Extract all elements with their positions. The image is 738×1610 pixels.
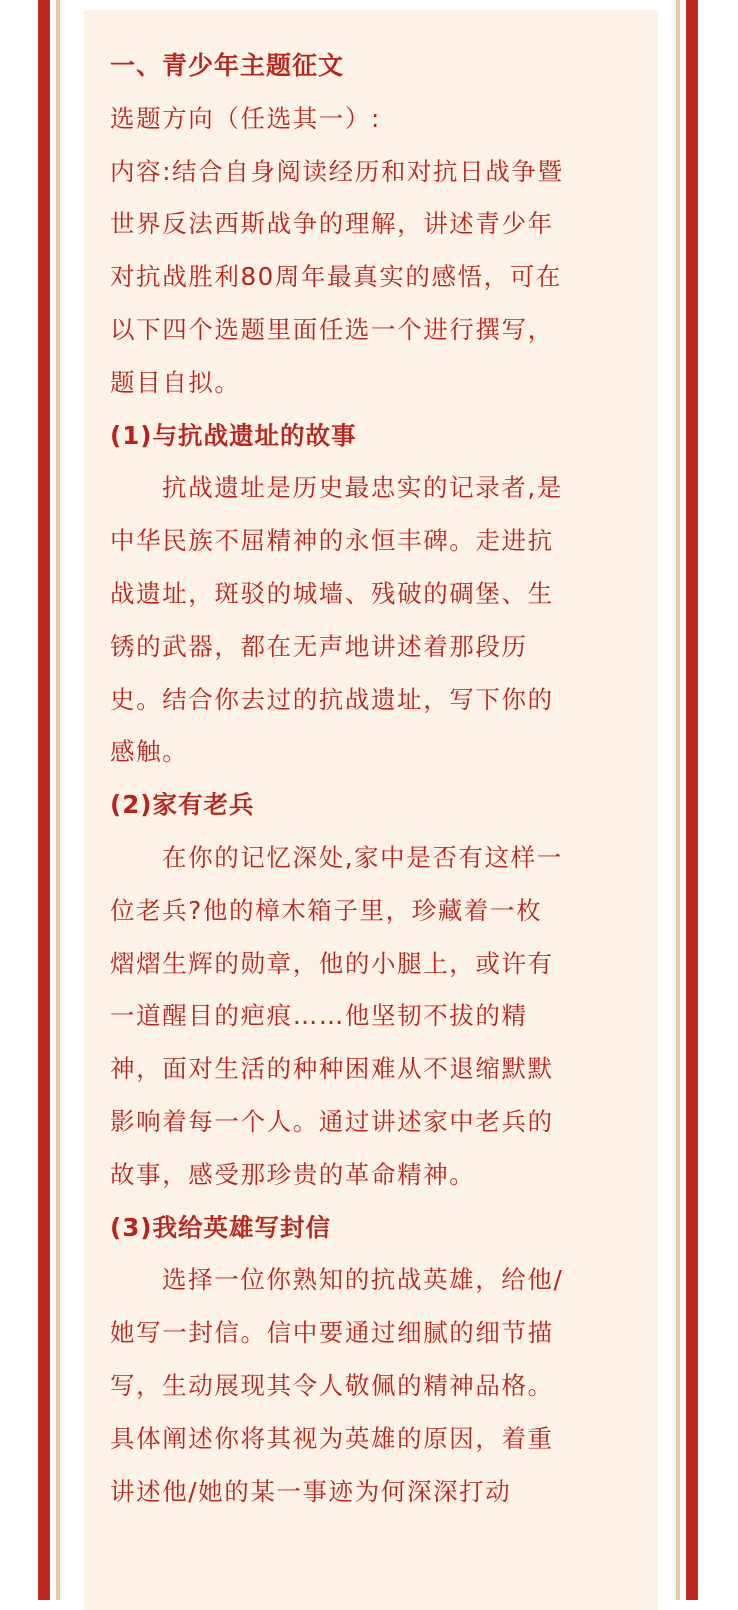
topic-line: 她写一封信。信中要通过细腻的细节描 [110,1318,554,1348]
topic-direction: 选题方向（任选其一）: [110,103,381,133]
topic-title: (1)与抗战遗址的故事 [110,420,357,450]
topic-title: (3)我给英雄写封信 [110,1212,331,1242]
right-red-border [686,0,698,1600]
topic-line: 史。结合你去过的抗战遗址，写下你的 [110,684,554,714]
intro-line: 世界反法西斯战争的理解，讲述青少年 [110,209,554,239]
intro-line: 内容:结合自身阅读经历和对抗日战争暨 [110,156,564,186]
topic-line: 选择一位你熟知的抗战英雄，给他/ [162,1265,564,1295]
left-red-border [38,0,50,1600]
topic-line: 写，生动展现其令人敬佩的精神品格。 [110,1370,554,1400]
topic-3 [110,1202,630,1519]
topic-line: 神，面对生活的种种困难从不退缩默默 [110,1054,554,1084]
topic-line: 讲述他/她的某一事迹为何深深打动 [110,1476,512,1506]
topic-line: 影响着每一个人。通过讲述家中老兵的 [110,1106,554,1136]
right-gold-line [676,0,680,1600]
topic-2 [110,779,630,1201]
topic-line: 位老兵?他的樟木箱子里，珍藏着一枚 [110,895,543,925]
topic-line: 故事，感受那珍贵的革命精神。 [110,1159,476,1189]
intro-line: 对抗战胜利80周年最真实的感悟，可在 [110,262,562,292]
left-gold-line [56,0,60,1600]
topic-line: 在你的记忆深处,家中是否有这样一 [162,842,563,872]
topic-line: 锈的武器，都在无声地讲述着那段历 [110,631,528,661]
topic-line: 一道醒目的疤痕……他坚韧不拔的精 [110,1001,528,1031]
topic-line: 具体阐述你将其视为英雄的原因，着重 [110,1423,554,1453]
topic-line: 抗战遗址是历史最忠实的记录者,是 [162,473,563,503]
topic-line: 战遗址，斑驳的城墙、残破的碉堡、生 [110,578,554,608]
topic-1 [110,410,630,780]
section-title: 一、青少年主题征文 [110,51,345,80]
topic-line: 中华民族不屈精神的永恒丰碑。走进抗 [110,526,554,556]
topic-line: 感触。 [110,737,189,767]
article-content [110,40,630,1518]
intro-line: 题目自拟。 [110,367,241,397]
intro-line: 以下四个选题里面任选一个进行撰写， [110,314,554,344]
topic-line: 熠熠生辉的勋章，他的小腿上，或许有 [110,948,554,978]
intro-paragraph [110,146,630,410]
topic-title: (2)家有老兵 [110,790,255,820]
